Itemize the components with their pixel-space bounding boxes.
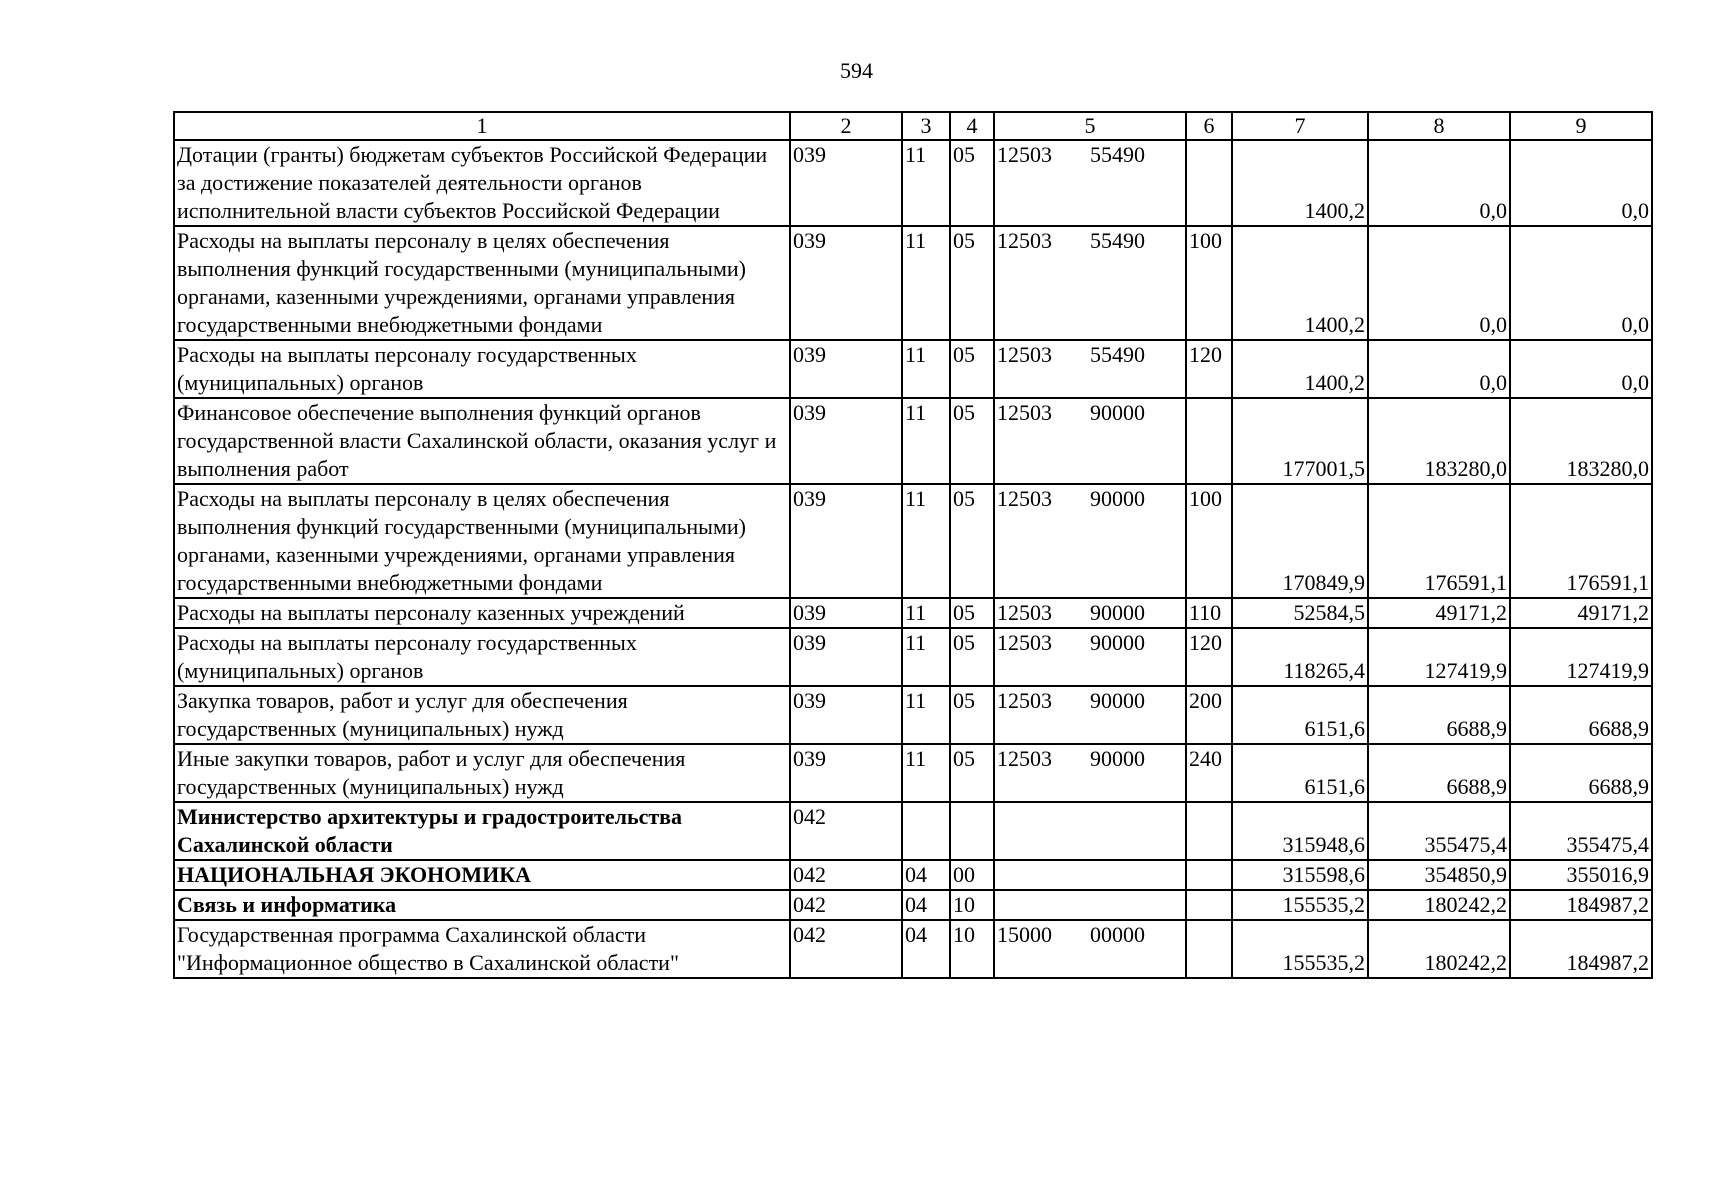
table-row xyxy=(174,484,1652,598)
table-row xyxy=(174,226,1652,340)
table-row xyxy=(174,398,1652,484)
row-target-article-part2: 55490 xyxy=(1090,142,1145,167)
row-target-article xyxy=(994,686,1186,744)
row-amount-col8: 180242,2 xyxy=(1368,890,1510,920)
row-target-article-part1: 12503 xyxy=(997,600,1052,625)
row-subsection-code: 00 xyxy=(950,860,994,890)
row-subsection-code xyxy=(950,802,994,860)
row-target-article xyxy=(994,226,1186,340)
row-expense-type: 100 xyxy=(1186,226,1232,340)
row-amount-col7: 1400,2 xyxy=(1232,226,1368,340)
row-amount-col7: 177001,5 xyxy=(1232,398,1368,484)
row-description: Связь и информатика xyxy=(174,890,790,920)
row-amount-col7: 6151,6 xyxy=(1232,744,1368,802)
header-cell-5: 5 xyxy=(994,112,1186,140)
header-row xyxy=(174,112,1652,140)
row-section-code: 11 xyxy=(902,686,950,744)
table-row xyxy=(174,890,1652,920)
row-description: Расходы на выплаты персоналу государственных (муниципальных) органов xyxy=(174,628,790,686)
row-amount-col8: 355475,4 xyxy=(1368,802,1510,860)
row-target-article-part2: 90000 xyxy=(1090,746,1145,771)
row-subsection-code: 10 xyxy=(950,920,994,978)
row-amount-col8: 6688,9 xyxy=(1368,686,1510,744)
row-amount-col9: 183280,0 xyxy=(1510,398,1652,484)
row-ministry-code: 039 xyxy=(790,484,902,598)
row-amount-col9: 355016,9 xyxy=(1510,860,1652,890)
row-section-code: 04 xyxy=(902,920,950,978)
header-cell-4: 4 xyxy=(950,112,994,140)
header-cell-9: 9 xyxy=(1510,112,1652,140)
row-amount-col8: 0,0 xyxy=(1368,340,1510,398)
row-amount-col9: 49171,2 xyxy=(1510,598,1652,628)
row-amount-col7: 1400,2 xyxy=(1232,140,1368,226)
table-row xyxy=(174,802,1652,860)
row-expense-type xyxy=(1186,890,1232,920)
row-target-article-part1: 12503 xyxy=(997,142,1052,167)
row-section-code: 11 xyxy=(902,140,950,226)
row-expense-type: 110 xyxy=(1186,598,1232,628)
row-expense-type: 240 xyxy=(1186,744,1232,802)
row-expense-type xyxy=(1186,920,1232,978)
row-section-code: 11 xyxy=(902,226,950,340)
row-target-article-part2: 55490 xyxy=(1090,228,1145,253)
row-target-article-part1: 12503 xyxy=(997,342,1052,367)
row-ministry-code: 039 xyxy=(790,398,902,484)
row-target-article xyxy=(994,398,1186,484)
header-cell-3: 3 xyxy=(902,112,950,140)
row-amount-col9: 355475,4 xyxy=(1510,802,1652,860)
table-row xyxy=(174,744,1652,802)
row-description: Расходы на выплаты персоналу государственных (муниципальных) органов xyxy=(174,340,790,398)
row-subsection-code: 05 xyxy=(950,140,994,226)
row-amount-col8: 0,0 xyxy=(1368,140,1510,226)
row-target-article xyxy=(994,920,1186,978)
row-amount-col8: 354850,9 xyxy=(1368,860,1510,890)
row-amount-col7: 155535,2 xyxy=(1232,920,1368,978)
row-ministry-code: 042 xyxy=(790,920,902,978)
row-section-code: 11 xyxy=(902,598,950,628)
header-cell-6: 6 xyxy=(1186,112,1232,140)
row-amount-col8: 176591,1 xyxy=(1368,484,1510,598)
row-subsection-code: 05 xyxy=(950,226,994,340)
row-target-article xyxy=(994,744,1186,802)
row-target-article-part1: 12503 xyxy=(997,630,1052,655)
row-section-code: 11 xyxy=(902,484,950,598)
row-section-code: 11 xyxy=(902,340,950,398)
row-target-article xyxy=(994,802,1186,860)
row-amount-col9: 6688,9 xyxy=(1510,686,1652,744)
row-expense-type: 100 xyxy=(1186,484,1232,598)
table-row xyxy=(174,920,1652,978)
row-amount-col9: 0,0 xyxy=(1510,226,1652,340)
row-target-article-part2: 55490 xyxy=(1090,342,1145,367)
row-subsection-code: 05 xyxy=(950,598,994,628)
row-subsection-code: 05 xyxy=(950,484,994,598)
table-row xyxy=(174,598,1652,628)
row-ministry-code: 039 xyxy=(790,140,902,226)
row-amount-col8: 49171,2 xyxy=(1368,598,1510,628)
row-subsection-code: 05 xyxy=(950,398,994,484)
row-expense-type xyxy=(1186,860,1232,890)
row-description: Министерство архитектуры и градостроительства Сахалинской области xyxy=(174,802,790,860)
row-amount-col7: 315598,6 xyxy=(1232,860,1368,890)
row-target-article xyxy=(994,598,1186,628)
row-target-article-part1: 12503 xyxy=(997,228,1052,253)
row-target-article-part1: 12503 xyxy=(997,688,1052,713)
table-row xyxy=(174,628,1652,686)
row-amount-col9: 184987,2 xyxy=(1510,890,1652,920)
row-ministry-code: 039 xyxy=(790,686,902,744)
row-target-article-part2: 90000 xyxy=(1090,630,1145,655)
row-amount-col8: 127419,9 xyxy=(1368,628,1510,686)
row-description: Иные закупки товаров, работ и услуг для обеспечения государственных (муниципальных) нужд xyxy=(174,744,790,802)
table-row xyxy=(174,340,1652,398)
table-row xyxy=(174,140,1652,226)
row-target-article-part1: 12503 xyxy=(997,400,1052,425)
row-subsection-code: 05 xyxy=(950,628,994,686)
row-amount-col9: 176591,1 xyxy=(1510,484,1652,598)
row-description: Финансовое обеспечение выполнения функций органов государственной власти Сахалинской области, оказания услуг и выполнения работ xyxy=(174,398,790,484)
row-target-article-part1: 12503 xyxy=(997,746,1052,771)
row-description: Расходы на выплаты персоналу в целях обеспечения выполнения функций государственными (муниципальными) органами, казенными учреждениями, органами управления государственными внебюджетными фондами xyxy=(174,226,790,340)
row-section-code: 11 xyxy=(902,398,950,484)
header-cell-8: 8 xyxy=(1368,112,1510,140)
table-row xyxy=(174,860,1652,890)
row-ministry-code: 039 xyxy=(790,340,902,398)
row-target-article-part2: 00000 xyxy=(1090,922,1145,947)
row-ministry-code: 039 xyxy=(790,628,902,686)
row-expense-type xyxy=(1186,398,1232,484)
row-amount-col9: 127419,9 xyxy=(1510,628,1652,686)
row-ministry-code: 039 xyxy=(790,744,902,802)
row-amount-col7: 52584,5 xyxy=(1232,598,1368,628)
row-target-article xyxy=(994,340,1186,398)
row-ministry-code: 042 xyxy=(790,802,902,860)
row-target-article xyxy=(994,890,1186,920)
row-ministry-code: 039 xyxy=(790,226,902,340)
row-amount-col9: 0,0 xyxy=(1510,340,1652,398)
row-subsection-code: 05 xyxy=(950,744,994,802)
row-description: Расходы на выплаты персоналу в целях обеспечения выполнения функций государственными (муниципальными) органами, казенными учреждениями, органами управления государственными внебюджетными фондами xyxy=(174,484,790,598)
row-amount-col7: 155535,2 xyxy=(1232,890,1368,920)
row-target-article-part2: 90000 xyxy=(1090,486,1145,511)
row-description: Закупка товаров, работ и услуг для обеспечения государственных (муниципальных) нужд xyxy=(174,686,790,744)
header-cell-1: 1 xyxy=(174,112,790,140)
row-section-code: 04 xyxy=(902,890,950,920)
row-amount-col7: 1400,2 xyxy=(1232,340,1368,398)
row-expense-type xyxy=(1186,802,1232,860)
row-subsection-code: 05 xyxy=(950,686,994,744)
table-body xyxy=(174,112,1652,978)
row-ministry-code: 042 xyxy=(790,860,902,890)
row-ministry-code: 042 xyxy=(790,890,902,920)
row-amount-col7: 315948,6 xyxy=(1232,802,1368,860)
row-description: Государственная программа Сахалинской области "Информационное общество в Сахалинской области" xyxy=(174,920,790,978)
row-section-code: 11 xyxy=(902,628,950,686)
row-subsection-code: 10 xyxy=(950,890,994,920)
row-target-article xyxy=(994,140,1186,226)
row-target-article xyxy=(994,628,1186,686)
row-amount-col8: 180242,2 xyxy=(1368,920,1510,978)
row-section-code: 04 xyxy=(902,860,950,890)
row-target-article-part2: 90000 xyxy=(1090,400,1145,425)
budget-table xyxy=(173,111,1653,979)
row-amount-col8: 183280,0 xyxy=(1368,398,1510,484)
row-expense-type: 120 xyxy=(1186,628,1232,686)
row-amount-col7: 170849,9 xyxy=(1232,484,1368,598)
row-expense-type xyxy=(1186,140,1232,226)
page-number: 594 xyxy=(840,58,873,83)
row-section-code: 11 xyxy=(902,744,950,802)
row-ministry-code: 039 xyxy=(790,598,902,628)
row-section-code xyxy=(902,802,950,860)
row-target-article-part1: 12503 xyxy=(997,486,1052,511)
row-target-article xyxy=(994,860,1186,890)
row-amount-col9: 0,0 xyxy=(1510,140,1652,226)
row-amount-col9: 6688,9 xyxy=(1510,744,1652,802)
row-amount-col7: 118265,4 xyxy=(1232,628,1368,686)
row-amount-col8: 0,0 xyxy=(1368,226,1510,340)
row-target-article-part1: 15000 xyxy=(997,922,1052,947)
row-description: НАЦИОНАЛЬНАЯ ЭКОНОМИКА xyxy=(174,860,790,890)
table-row xyxy=(174,686,1652,744)
row-target-article xyxy=(994,484,1186,598)
row-subsection-code: 05 xyxy=(950,340,994,398)
row-amount-col7: 6151,6 xyxy=(1232,686,1368,744)
row-description: Дотации (гранты) бюджетам субъектов Российской Федерации за достижение показателей деятельности органов исполнительной власти субъектов Российской Федерации xyxy=(174,140,790,226)
header-cell-2: 2 xyxy=(790,112,902,140)
row-target-article-part2: 90000 xyxy=(1090,600,1145,625)
row-description: Расходы на выплаты персоналу казенных учреждений xyxy=(174,598,790,628)
row-expense-type: 120 xyxy=(1186,340,1232,398)
row-target-article-part2: 90000 xyxy=(1090,688,1145,713)
row-amount-col8: 6688,9 xyxy=(1368,744,1510,802)
row-amount-col9: 184987,2 xyxy=(1510,920,1652,978)
header-cell-7: 7 xyxy=(1232,112,1368,140)
row-expense-type: 200 xyxy=(1186,686,1232,744)
